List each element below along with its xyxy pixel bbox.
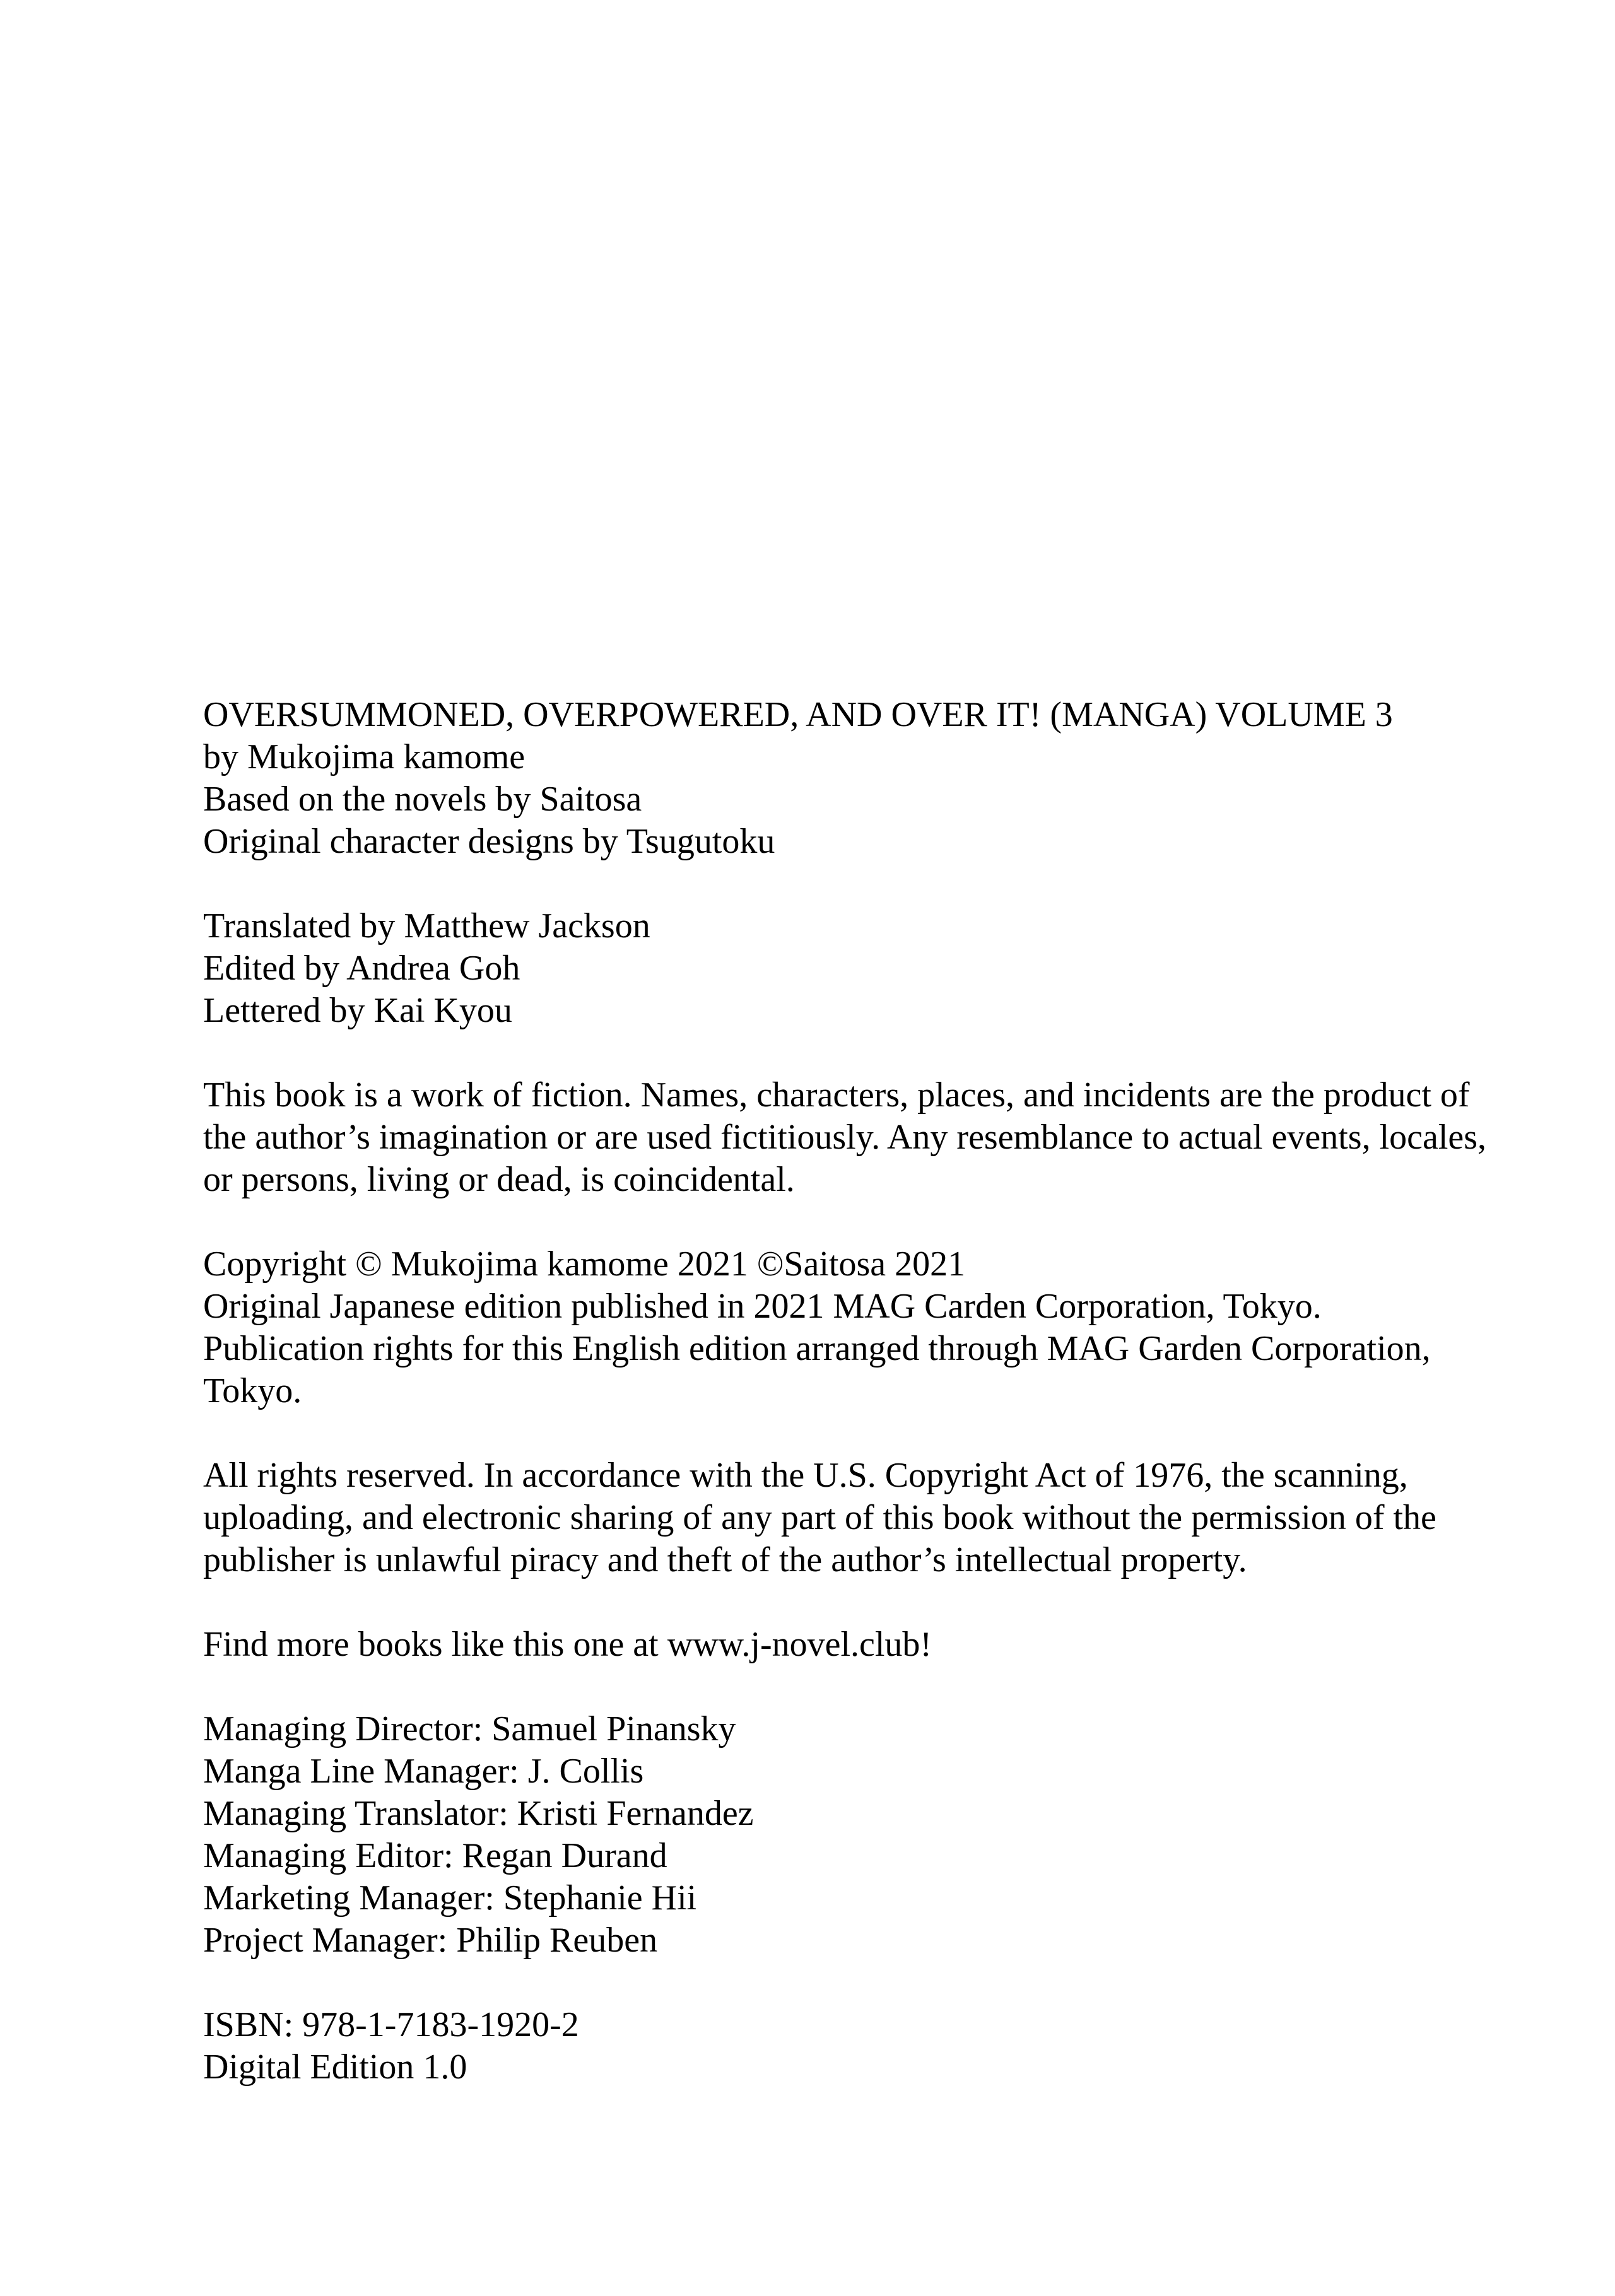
original-edition-line: Original Japanese edition published in 2021 MAG Carden Corporation, Tokyo. [203, 1287, 1322, 1326]
book-title: OVERSUMMONED, OVERPOWERED, AND OVER IT! (MANGA) VOLUME 3 [203, 695, 1393, 734]
publication-rights-line-2: Tokyo. [203, 1371, 302, 1410]
edition-block [203, 2004, 1553, 2088]
managing-translator-credit: Managing Translator: Kristi Fernandez [203, 1794, 754, 1833]
find-more-block [203, 1624, 1553, 1666]
manga-line-manager-credit: Manga Line Manager: J. Collis [203, 1752, 644, 1791]
colophon-text-block [203, 694, 1553, 2088]
project-manager-credit: Project Manager: Philip Reuben [203, 1921, 658, 1960]
book-author: by Mukojima kamome [203, 737, 526, 776]
marketing-manager-credit: Marketing Manager: Stephanie Hii [203, 1878, 697, 1918]
based-on-credit: Based on the novels by Saitosa [203, 780, 642, 819]
rights-notice [203, 1455, 1553, 1581]
localization-staff-block [203, 905, 1553, 1032]
rights-notice-line-3: publisher is unlawful piracy and theft of the author’s intellectual property. [203, 1540, 1247, 1579]
managing-editor-credit: Managing Editor: Regan Durand [203, 1836, 667, 1875]
fiction-disclaimer-line-3: or persons, living or dead, is coincidental. [203, 1160, 795, 1199]
rights-notice-line-2: uploading, and electronic sharing of any part of this book without the permission of the [203, 1498, 1436, 1537]
translator-credit: Translated by Matthew Jackson [203, 906, 650, 946]
managing-director-credit: Managing Director: Samuel Pinansky [203, 1709, 736, 1748]
publisher-credits-block [203, 1708, 1553, 1962]
copyright-line: Copyright © Mukojima kamome 2021 ©Saitosa 2021 [203, 1245, 966, 1284]
character-designs-credit: Original character designs by Tsugutoku [203, 822, 775, 861]
rights-notice-line-1: All rights reserved. In accordance with the U.S. Copyright Act of 1976, the scanning, [203, 1456, 1408, 1495]
fiction-disclaimer [203, 1074, 1553, 1201]
letterer-credit: Lettered by Kai Kyou [203, 991, 512, 1030]
find-more-line: Find more books like this one at www.j-novel.club! [203, 1625, 932, 1664]
editor-credit: Edited by Andrea Goh [203, 949, 520, 988]
isbn-line: ISBN: 978-1-7183-1920-2 [203, 2005, 579, 2044]
publication-rights-line-1: Publication rights for this English edition arranged through MAG Garden Corporation, [203, 1329, 1431, 1368]
fiction-disclaimer-line-1: This book is a work of fiction. Names, characters, places, and incidents are the product of [203, 1075, 1470, 1115]
book-title-block [203, 694, 1553, 863]
digital-edition-line: Digital Edition 1.0 [203, 2047, 467, 2087]
fiction-disclaimer-line-2: the author’s imagination or are used fictitiously. Any resemblance to actual events, locales, [203, 1118, 1487, 1157]
copyright-block [203, 1243, 1553, 1412]
